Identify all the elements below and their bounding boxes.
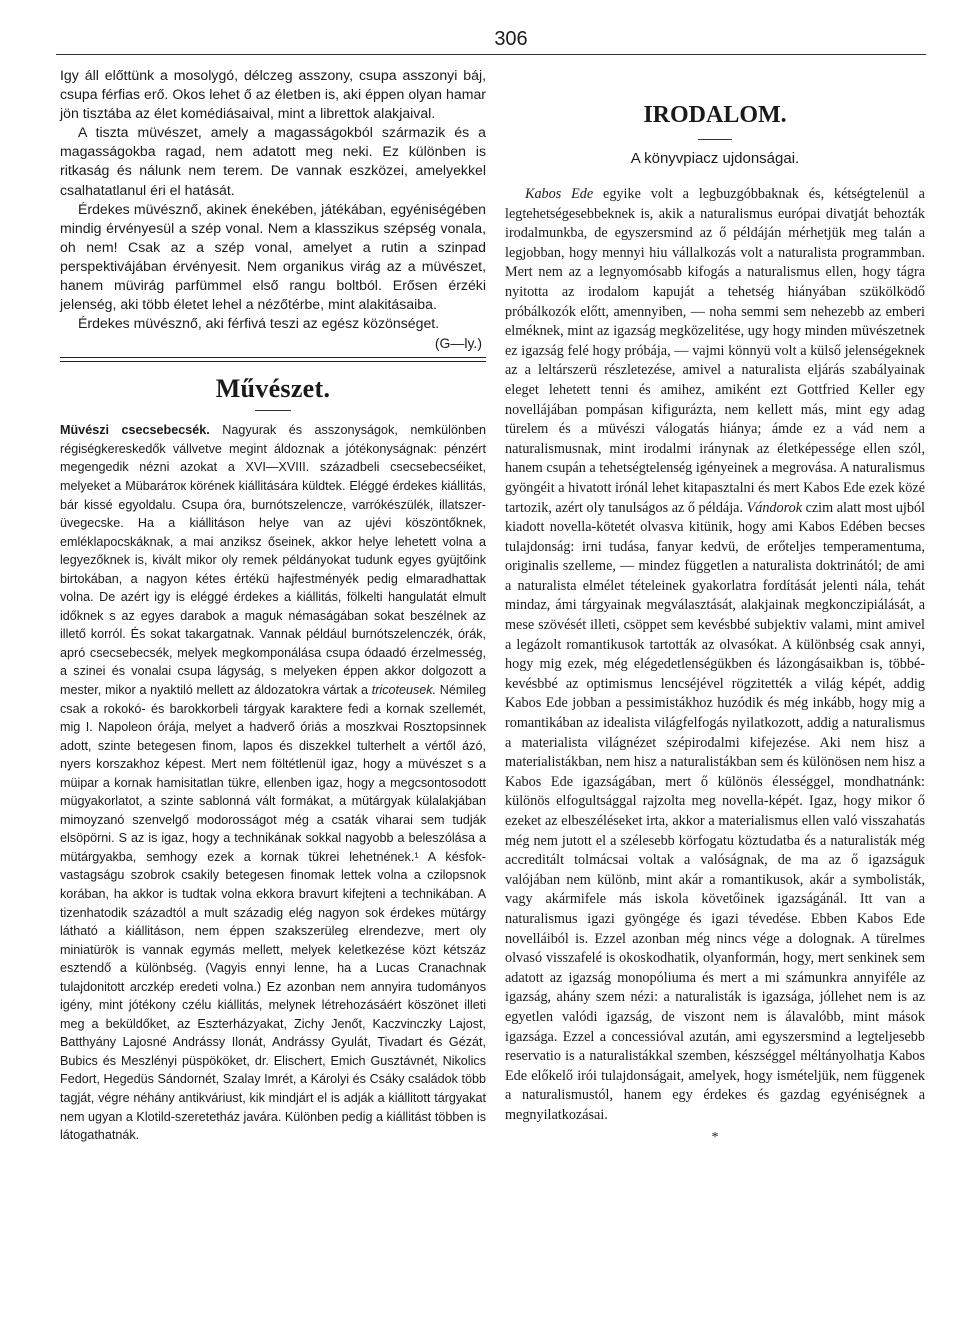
intro-paragraph-1: Igy áll előttünk a mosolygó, délczeg asszony, csupa asszonyi báj, csupa férfias erő. Okos lehet ő az életben is, aki éppen olyan hamar jön tisztába az élet komédiásaival, mint a librettok alakjaival.	[60, 67, 486, 122]
review-text-part-2: czim alatt most ujból kiadott novella-kötetét olvasva kitünik, hogy ami Kabos Edében becses tulajdonság: irni tudása, fanyar kedvü, de erőteljes temperamentuma, originalis szelleme, — mindez független a naturalista doktrinától; de ami a naturalista elmélet tételeinek gyakorlatra fordítását jelenti nála, tehát mindaz, ámi tárgyainak megválasztását, alakjainak megkonczipiálását, a mese szövését illeti, csöppet sem kevésbbé subjektiv valami, mint amivel a legázolt romantikusok tartották az olvasókat. A különbség csak annyi, hogy mig ezek, még elégedetlenségükben és lázongásaikban is, többé-kevésbbé az optimismus lencséjével rögzitették a világ képét, addig Kabos Ede jobban a pessimistákhoz huzódik és még inkább, hogy mig a romantikában az idealista világfelfogás nyilatkozott, addig a naturalismus a materialista világnézet szépirodalmi kifejezése. Aki nem hisz a materialistákban, nem hisz a naturalistákban sem és különösen nem hisz a Kabos Ede igazságában, mert ő különös élességgel, mondhatnánk: különös elfogultsággal rajzolta meg novella-képét. Igaz, hogy mikor ő ezeket az elbeszéléseket irta, akkor a materialismus ellen való visszahatás még nem jutott el a szélesebb körfogatu köztudatba és a naturalisták még accreditált tolmácsai voltak a valóságnak, de ma az ő igazságuk valójában nem különb, mint akár a romantikusok, akár a symbolisták, vagy akármifele más iskola követőinek igazságánál. Itt van a naturalismus igazi gyöngége és igazi tévedése. Ebben Kabos Ede novelláiból is. Ezzel azonban még nincs vége a dolognak. A türelmes olvasó visszafelé is okoskodhatik, olyanformán, hogy, mert senkinek sem adatott az igazság monopóliuma és mert a mi számunkra annyiféle az igazság, ahány szem nézi: a naturalisták is igazsága, jóllehet nem is az egyetlen valódi igazság, de viszont nem is álavalóbb, mint mások igazsága. Ezzel a concessióval azután, ami egyszersmind a legteljesebb reservatio is a naturalistákkal szemben, készséggel méltányolhatja Kabos Ede előkelő irói tulajdonságait, amelyek, hogy ismételjük, nem függenek a naturalismustól, hanem egy érdekes és gazdag egyéniségnek a megnyilatkozásai.	[505, 499, 925, 1123]
literature-subtitle: A könyvpiacz ujdonságai.	[630, 150, 800, 167]
section-divider	[60, 357, 486, 362]
intro-article	[60, 66, 486, 351]
art-text-part-1: Nagyurak és asszonyságok, nemkülönben régiségkereskedők vállvetve megint áldoznak a jótékonyságnak: pénzért megengedik nézni azokat a XVI—XVIII. századbeli csecsebecséiket, melyeket a Mübaráток körének kiállitására küldtek. Eléggé érdekes kiállitás, bár kissé egyoldalu. Csupa óra, burnótszelencze, varrókészülék, illatszer-üvegecske. Ha a kiállitáson helye van az ujévi köszöntőknek, emléklapocskáknak, a mai anziksz őseinek, akkor helye lehetett volna a legyezőknek is, kivált mikor oly remek példányokat tudunk egyes gyüjtőink birtokában, a nagyon kétes értékü hajfestményék pedig elmaradhattak volna. De azért igy is eléggé érdekes a kiállitás, fölkelti hangulatát elmult időknek s az egyes darabok a maguk némaságában sokat beszélnek az illető korról. És sokat takargatnak. Vannak például burnótszelenczék, órák, apró csecsebecsék, melyek megkomponálása csupa ódaadó érzelmesség, a szinei és vonalai csupa lágyság, s melyeken éppen akkor dolgozott a mester, mikor a nyaktiló mellett az áldozatokra vártak a	[60, 423, 486, 697]
art-italic-word: tricoteusek.	[371, 682, 437, 697]
right-column	[505, 100, 925, 1146]
art-paragraph	[60, 421, 486, 1144]
art-run-in-heading: Müvészi csecsebecsék.	[60, 423, 210, 438]
art-article	[60, 421, 486, 1144]
header-rule	[56, 54, 926, 55]
book-title: Vándorok	[746, 499, 803, 516]
author-signature: (G—ly.)	[434, 335, 482, 352]
literature-title-rule	[698, 139, 732, 140]
intro-paragraph-3: Érdekes müvésznő, akinek énekében, játékában, egyéniségében mindig érvényesül a szép vonal. Nem a klasszikus szépség vonala, oh nem! Csak az a szép vonal, amelyet a rutin a szinpad perspektivájában érvényesit. Nem organikus virág az a müvészet, hanem müvirág parfümmel első rangu boltból. Erősen érzéki jelenség, aki több életet lehel a nézőtérbe, mint alakitásaiba.	[60, 200, 486, 313]
author-name: Kabos Ede	[525, 186, 594, 202]
left-column	[60, 66, 486, 1145]
literature-section-title: IRODALOM.	[643, 102, 787, 128]
review-text-part-1: egyike volt a legbuzgóbbaknak és, kétségtelenül a legtehetségesebbeknek is, akik a naturalismus európai divatját behozták irodalmunkba, de egyszersmind az ő példáján mérhetjük meg talán a legjobban, hogy mennyi hiu vállalkozás volt a naturalista programmban. Mert nem az a legnyomósabb kifogás a naturalismus ellen, hogy tágra nyitotta az irodalom kapuját a tehetség hiányában szükölködő próbálkozók előtt, amennyiben, — noha semmi sem nehezebb az emberi elméknek, mint az igazság megközelitése, ugy hogy minden müvészetnek ez igazság felé hogy próbája, — vajmi könnyü volt a külső jelenségeknek az a leltárszerü részletezése, amivel a naturalista eljárás szabályainak eleget lehetett tenni és amihez, amiként ezt Gottfried Keller egy novellájában pompásan kifigurázta, nem kellett más, mint egy adag türelem és a müvészi válogatás hiánya; ámde ez a vád nem a naturalismusnak, mint irodalmi iránynak az életképessége ellen szól, hanem csupán a tehetségtelenség igényeinek a megrovása. A naturalismus gyöngéit a hivatott irónál lehet kitapasztalni és mert Kabos Ede ezek közé tartozik, azért oly tanulságos az ő példája.	[505, 186, 925, 516]
literature-article	[505, 185, 925, 1146]
literature-paragraph	[505, 185, 925, 1126]
art-title-rule	[255, 410, 291, 411]
art-section-title: Művészet.	[215, 374, 331, 404]
end-asterisk: *	[711, 1129, 719, 1145]
intro-paragraph-4: Érdekes müvésznő, aki férfivá teszi az egész közönséget.	[78, 315, 440, 332]
page-number: 306	[494, 28, 528, 50]
intro-paragraph-2: A tiszta müvészet, amely a magasságokból származik és a magasságokba ragad, nem adatott meg neki. Ez különben is ritkaság és nálunk nem terem. De vannak eszközei, amelyekkel csalhatatlanul éri el hatását.	[60, 124, 486, 198]
art-text-part-2: Némileg csak a rokokó- és barokkorbeli tárgyak karaktere fedi a kornak szellemét, mig I. Napoleon órája, melyet a hadverő óriás a moszkvai Rosztopsinnek adott, szinte betegesen finom, lapos és diszekkel tulterhelt a vértől ázó, nyers korszakhoz képest. Mert nem föltétlenül igaz, hogy a müvészet s a müipar a kornak hamisitatlan tükre, ellenben igaz, hogy a megcsontosodott mügyakorlatot, a szinte sablonná vált formákat, a mütárgyak külalakjában mimoyzanó szenvelgő modorosságot még a csaták viharai sem tudják elsöpörni. S az is igaz, hogy a technikának sokkal nagyobb a beleszólása a mütárgyakba, semhogy ezek a kornak tükrei lehetnének.¹ A késfok-vastagságu szobrok csakily betegesen finomak lettek volna a czilopsnok korában, ha akkor is tudtak volna ekkora bravurt kifejteni a technikában. A tizenhatodik századtól a mult századig elég nagyon sok érdekes mütárgy látható a kiállitáson, nem éppen szakszerüleg elrendezve, mert oly miniatürök is vannak egymás mellett, melyek keletkezése közt kétszáz esztendő a különbség. (Vagyis ennyi lenne, ha a Lucas Cranachnak tulajdonitott arczkép eredeti volna.) Ez azonban nem annyira tudományos igény, mint jótékony czélu kiállitás, melynek létrehozásáért köszönet illeti meg a beküldőket, az Eszterházyakat, Zichy Jenőt, Kaczvinczky Lajost, Batthyány Lajosné Andrássy Ilonát, Andrássy Gyulát, Tivadart és Gézát, Bubics és Meszlényi püspököket, dr. Elischert, Emich Gusztávnét, Nikolics Fedort, Hegedüs Sándornét, Szalay Imrét, a Károlyi és Csáky családok több tagját, végre néhány antikváriust, kik mindjárt el is adják a kiállitott tárgyakat nem ugyan a Klotild-szeretetház javára. Különben pedig a kiállitást többen is látogathatnák.	[60, 682, 486, 1143]
